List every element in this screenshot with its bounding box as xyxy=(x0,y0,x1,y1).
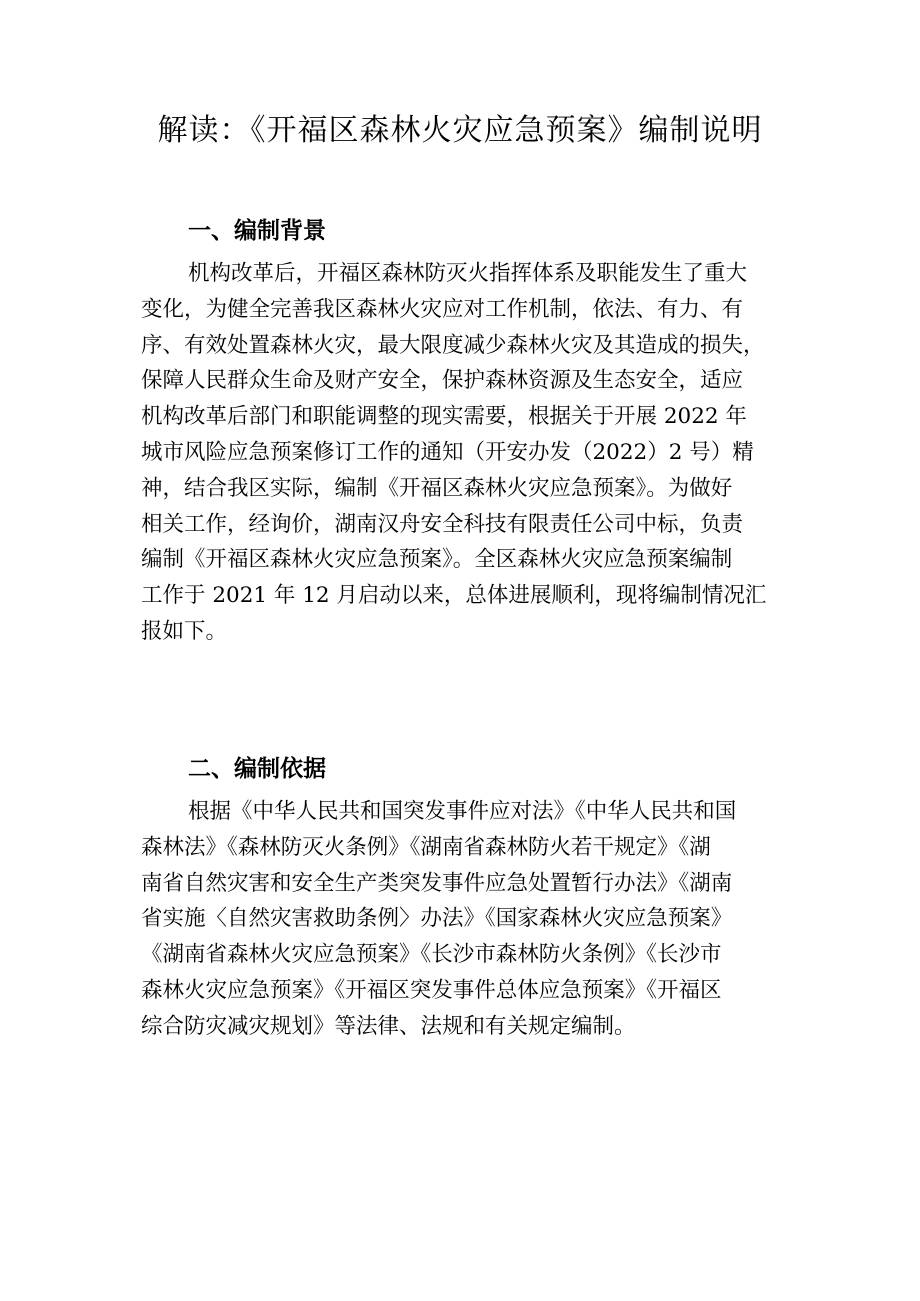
section-paragraph-basis xyxy=(141,794,781,1045)
paragraph-line: 南省自然灾害和安全生产类突发事件应急处置暂行办法》《湖南 xyxy=(141,870,733,896)
section-heading-basis: 二、编制依据 xyxy=(188,756,326,782)
paragraph-line: 《湖南省森林火灾应急预案》《长沙市森林防火条例》《长沙市 xyxy=(141,942,722,968)
paragraph-line: 神，结合我区实际，编制《开福区森林火灾应急预案》。为做好 xyxy=(141,475,733,501)
paragraph-line: 森林法》《森林防灭火条例》《湖南省森林防火若干规定》《湖 xyxy=(141,834,711,860)
paragraph-line: 保障人民群众生命及财产安全，保护森林资源及生态安全，适应 xyxy=(141,368,744,394)
paragraph-line: 工作于 2021 年 12 月启动以来，总体进展顺利，现将编制情况汇 xyxy=(141,583,767,609)
paragraph-line: 变化，为健全完善我区森林火灾应对工作机制，依法、有力、有 xyxy=(141,296,744,322)
section-paragraph-background xyxy=(141,256,781,650)
paragraph-line: 城市风险应急预案修订工作的通知（开安办发（2022）2 号）精 xyxy=(141,439,754,465)
paragraph-line: 相关工作，经询价，湖南汉舟安全科技有限责任公司中标，负责 xyxy=(141,511,744,537)
paragraph-line: 省实施〈自然灾害救助条例〉办法》《国家森林火灾应急预案》 xyxy=(141,906,733,932)
section-heading-background: 一、编制背景 xyxy=(188,218,326,244)
paragraph-line: 根据《中华人民共和国突发事件应对法》《中华人民共和国 xyxy=(188,799,737,824)
document-title: 解读：《开福区森林火灾应急预案》编制说明 xyxy=(157,113,763,148)
paragraph-line: 编制《开福区森林火灾应急预案》。全区森林火灾应急预案编制 xyxy=(141,547,733,573)
paragraph-line: 森林火灾应急预案》《开福区突发事件总体应急预案》《开福区 xyxy=(141,977,722,1003)
paragraph-line: 综合防灾减灾规划》等法律、法规和有关规定编制。 xyxy=(141,1013,636,1039)
paragraph-line: 机构改革后，开福区森林防灭火指挥体系及职能发生了重大 xyxy=(188,261,748,286)
paragraph-line: 报如下。 xyxy=(141,618,228,644)
paragraph-line: 机构改革后部门和职能调整的现实需要，根据关于开展 2022 年 xyxy=(141,404,747,430)
paragraph-line: 序、有效处置森林火灾，最大限度减少森林火灾及其造成的损失， xyxy=(141,332,765,358)
